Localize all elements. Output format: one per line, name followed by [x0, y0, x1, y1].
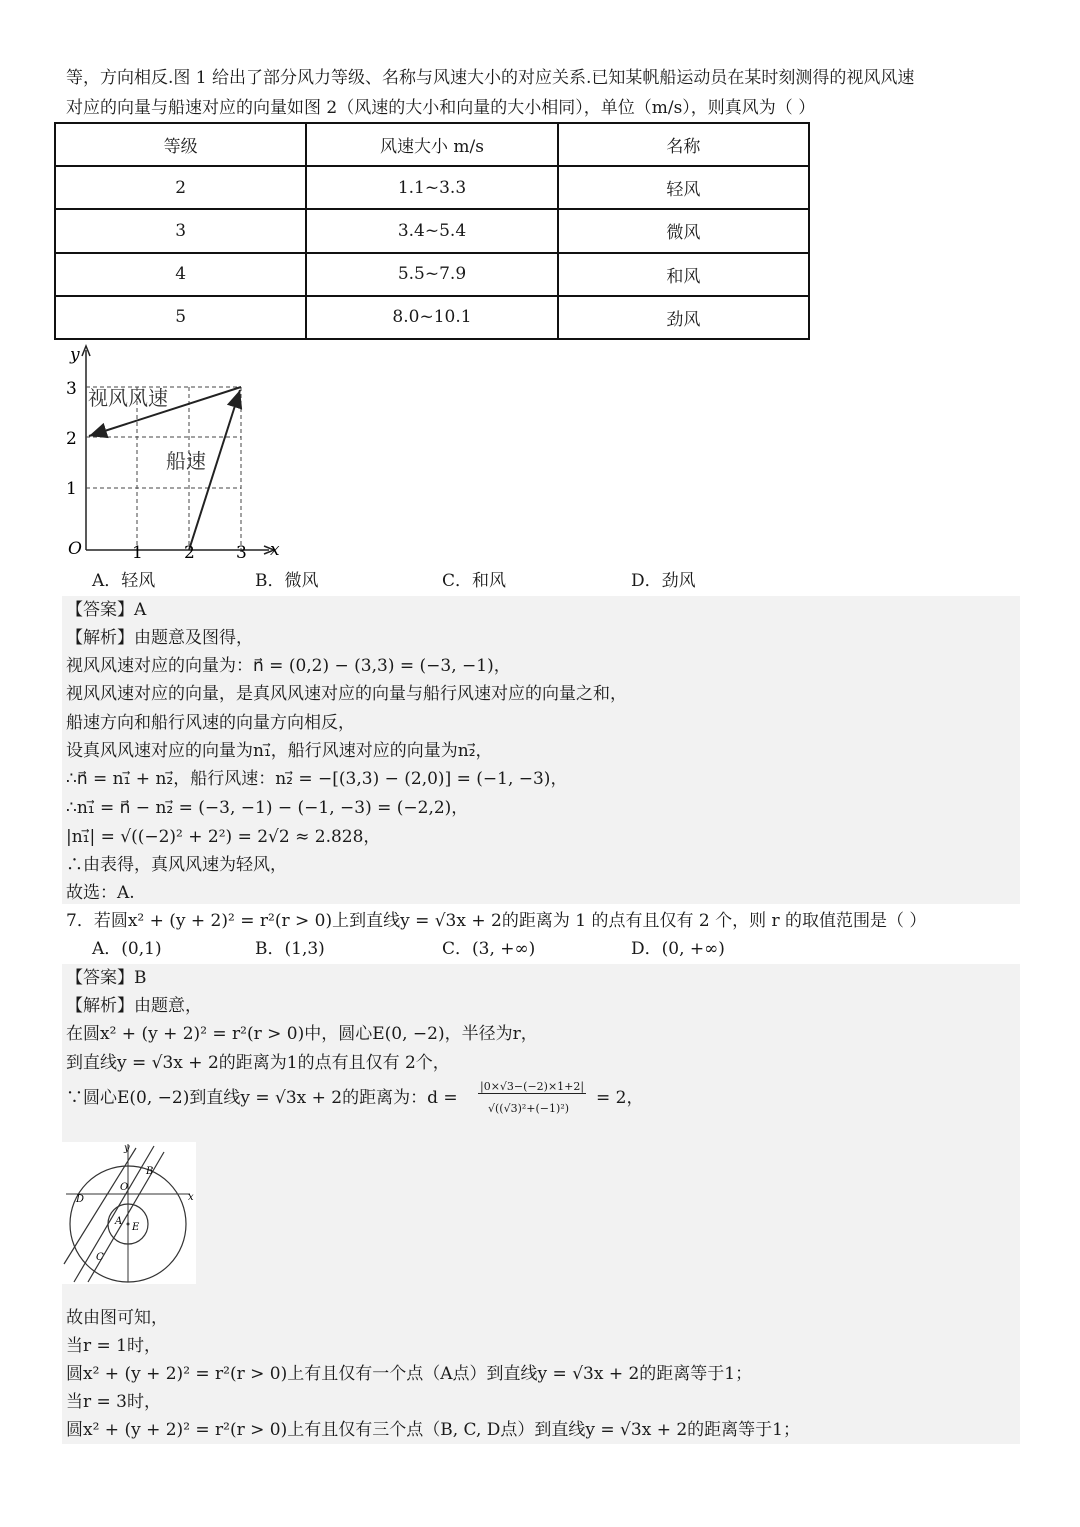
q6-answer: 【答案】A	[66, 600, 147, 620]
table-cell: 微风	[558, 209, 809, 252]
q7-after-line: 当r = 3时，	[66, 1392, 161, 1412]
table-cell: 劲风	[558, 296, 809, 339]
table-header-cell: 等级	[55, 123, 306, 166]
q6-analysis-line: ∴n⃗ = n₁⃗ + n₂⃗，船行风速：n₂⃗ = −[(3,3) − (2,0)] = (−1, −3)，	[66, 769, 568, 789]
y-tick-label: 1	[66, 479, 77, 499]
q7-option-a: A．(0,1)	[92, 939, 162, 959]
q7-analysis-line: = 2，	[596, 1088, 644, 1108]
distance-fraction-numerator: |0×√3−(−2)×1+2|	[480, 1080, 585, 1093]
q7-option-d: D．(0, +∞)	[631, 939, 725, 959]
origin-label: O	[68, 539, 82, 559]
q6-analysis-line: |n₁⃗| = √((−2)² + 2²) = 2√2 ≈ 2.828，	[66, 827, 381, 847]
table-cell: 1.1~3.3	[306, 166, 557, 209]
q6-analysis-line: ∴n₁⃗ = n⃗ − n₂⃗ = (−3, −1) − (−1, −3) = (−2,2)，	[66, 798, 469, 818]
apparent-wind-label: 视风风速	[88, 386, 168, 410]
q6-option-c: C．和风	[442, 571, 507, 591]
fig-label: D	[76, 1194, 85, 1205]
intro-line-2: 对应的向量与船速对应的向量如图 2（风速的大小和向量的大小相同），单位（m/s），则真风为（ ）	[66, 98, 816, 118]
table-row	[55, 296, 809, 339]
x-tick-label: 1	[132, 543, 143, 563]
table-header-cell: 风速大小 m/s	[306, 123, 557, 166]
table-header-row	[55, 123, 809, 166]
table-cell: 3	[55, 209, 306, 252]
fig-label: x	[188, 1192, 194, 1203]
q7-option-b: B．(1,3)	[255, 939, 325, 959]
table-cell: 8.0~10.1	[306, 296, 557, 339]
q6-option-a: A．轻风	[92, 571, 156, 591]
table-cell: 2	[55, 166, 306, 209]
x-tick-label: 3	[236, 543, 247, 563]
boat-speed-label: 船速	[166, 449, 206, 473]
table-cell: 5.5~7.9	[306, 253, 557, 296]
q6-analysis-line: ∴由表得，真风风速为轻风，	[66, 855, 287, 875]
q6-analysis-line: 视风风速对应的向量，是真风风速对应的向量与船行风速对应的向量之和，	[66, 684, 627, 704]
q6-analysis-line: 故选：A.	[66, 883, 135, 903]
vector-figure	[54, 340, 294, 565]
q7-analysis-line: ∵圆心E(0, −2)到直线y = √3x + 2的距离为：d =	[66, 1088, 458, 1108]
intro-line-1: 等，方向相反.图 1 给出了部分风力等级、名称与风速大小的对应关系.已知某帆船运动员在某时刻测得的视风风速	[66, 68, 915, 88]
fig-label: O	[120, 1182, 129, 1193]
q7-stem: 7．若圆x² + (y + 2)² = r²(r > 0)上到直线y = √3x + 2的距离为 1 的点有且仅有 2 个，则 r 的取值范围是（ ）	[66, 911, 927, 931]
fig-label: C	[96, 1252, 104, 1263]
fig-label: B	[146, 1166, 154, 1177]
table-cell: 3.4~5.4	[306, 209, 557, 252]
circle-line-figure	[62, 1142, 196, 1284]
q7-after-line: 当r = 1时，	[66, 1336, 161, 1356]
y-tick-label: 2	[66, 429, 77, 449]
fig-label: A	[115, 1216, 123, 1227]
q7-option-c: C．(3, +∞)	[442, 939, 536, 959]
table-cell: 轻风	[558, 166, 809, 209]
y-axis-label: y	[70, 345, 80, 365]
q7-analysis-line: 在圆x² + (y + 2)² = r²(r > 0)中，圆心E(0, −2)，半径为r，	[66, 1024, 538, 1044]
table-header-cell: 名称	[558, 123, 809, 166]
table-row	[55, 209, 809, 252]
distance-fraction-denominator: √((√3)²+(−1)²)	[488, 1102, 570, 1115]
wind-level-table	[54, 122, 810, 340]
q6-option-d: D．劲风	[631, 571, 696, 591]
q6-analysis-line: 设真风风速对应的向量为n₁⃗，船行风速对应的向量为n₂⃗，	[66, 741, 493, 761]
x-axis-label: x	[270, 540, 280, 560]
q6-analysis-line: 视风风速对应的向量为：n⃗ = (0,2) − (3,3) = (−3, −1)，	[66, 656, 511, 676]
q6-analysis-line: 船速方向和船行风速的向量方向相反，	[66, 713, 355, 733]
x-tick-label: 2	[184, 543, 195, 563]
table-cell: 5	[55, 296, 306, 339]
y-tick-label: 3	[66, 379, 77, 399]
q7-after-line: 圆x² + (y + 2)² = r²(r > 0)上有且仅有三个点（B, C, D点）到直线y = √3x + 2的距离等于1；	[66, 1420, 800, 1440]
table-cell: 和风	[558, 253, 809, 296]
fig-label: y	[124, 1143, 130, 1154]
q7-after-line: 故由图可知，	[66, 1308, 168, 1328]
q7-analysis-line: 到直线y = √3x + 2的距离为1的点有且仅有 2个，	[66, 1053, 450, 1073]
table-cell: 4	[55, 253, 306, 296]
q7-analysis-line: 【解析】由题意，	[66, 996, 202, 1016]
q6-option-b: B．微风	[255, 571, 319, 591]
center-point	[127, 1223, 130, 1226]
q7-answer: 【答案】B	[66, 968, 147, 988]
table-row	[55, 253, 809, 296]
q6-analysis-line: 【解析】由题意及图得，	[66, 628, 253, 648]
q7-after-line: 圆x² + (y + 2)² = r²(r > 0)上有且仅有一个点（A点）到直线y = √3x + 2的距离等于1；	[66, 1364, 753, 1384]
table-row	[55, 166, 809, 209]
fig-label: E	[132, 1222, 140, 1233]
